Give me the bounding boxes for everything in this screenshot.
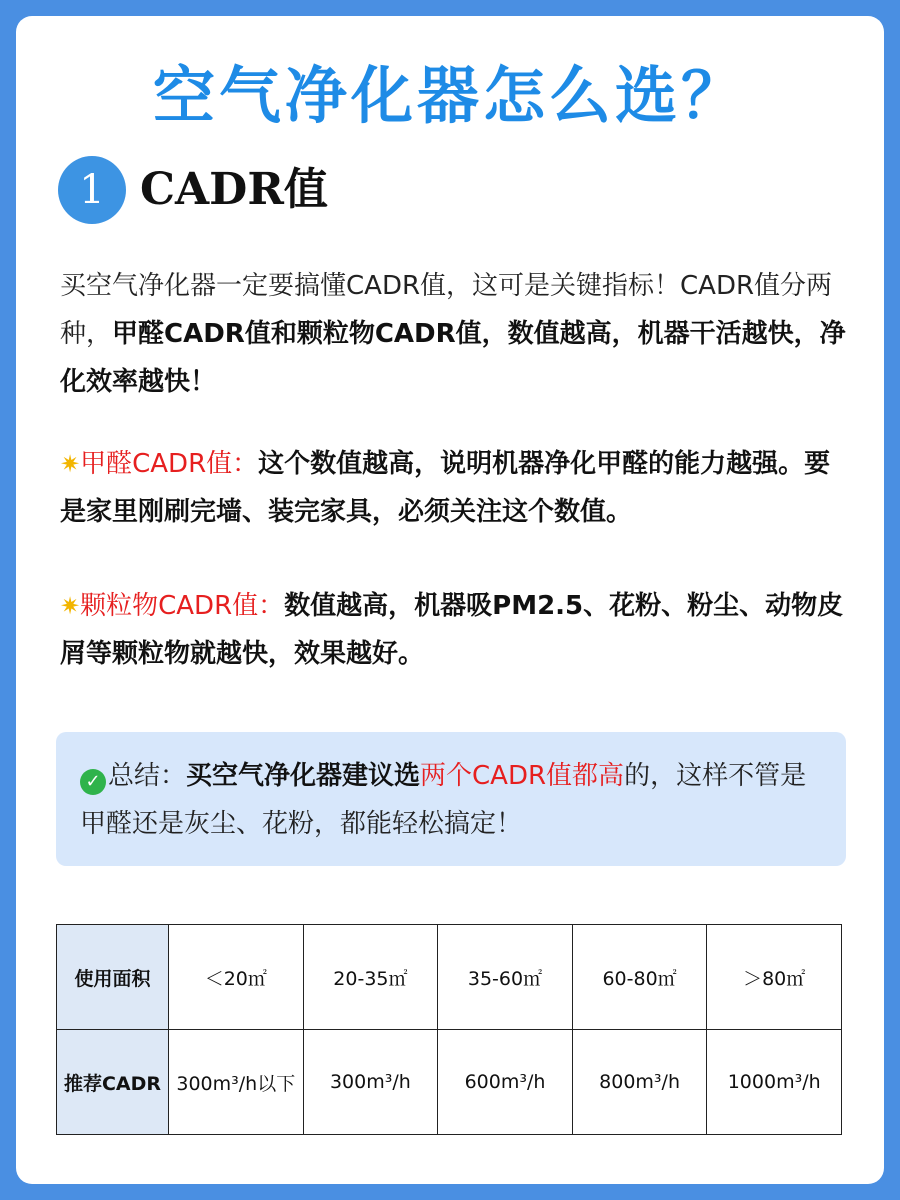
check-icon: ✓ <box>80 769 106 795</box>
table-cell: 300m³/h以下 <box>169 1030 304 1135</box>
table-cell: 20-35㎡ <box>303 925 438 1030</box>
table-cell: ＜20㎡ <box>169 925 304 1030</box>
summary-text-a: 买空气净化器建议选 <box>186 761 421 791</box>
page-title: 空气净化器怎么选？ <box>152 59 747 132</box>
formaldehyde-cadr-text: 这个数值越高，说明机器净化甲醛的能力越强。要是家里刚刷完墙、装完家具，必须关注这个数值。 <box>60 449 831 527</box>
intro-lead: 买空气净化器一定要搞懂CADR值，这可是关键指标！CADR值分两种， <box>60 271 833 349</box>
section-title: CADR值 <box>140 164 328 215</box>
summary-box <box>56 732 846 866</box>
summary-text <box>80 752 830 848</box>
section-number-badge: 1 <box>58 156 126 224</box>
table-cell: 1000m³/h <box>707 1030 842 1135</box>
formaldehyde-cadr-paragraph <box>60 440 850 536</box>
intro-emphasis: 甲醛CADR值和颗粒物CADR值，数值越高，机器干活越快，净化效率越快！ <box>60 319 846 397</box>
star-icon: ✷ <box>60 450 81 478</box>
table-cell: 60-80㎡ <box>572 925 707 1030</box>
formaldehyde-cadr-label: 甲醛CADR值： <box>80 449 259 479</box>
cadr-table <box>56 924 842 1135</box>
table-row <box>57 1030 842 1135</box>
content-card <box>16 16 884 1184</box>
summary-label: 总结： <box>108 761 187 791</box>
table-cell: 35-60㎡ <box>438 925 573 1030</box>
summary-text-b: 的，这样不管是甲醛还是灰尘、花粉，都能轻松搞定！ <box>80 761 807 839</box>
summary-highlight: 两个CADR值都高 <box>420 761 625 791</box>
table-cell: ＞80㎡ <box>707 925 842 1030</box>
cadr-header-cell: 推荐CADR <box>57 1030 169 1135</box>
table-cell: 600m³/h <box>438 1030 573 1135</box>
particle-cadr-text: 数值越高，机器吸PM2.5、花粉、粉尘、动物皮屑等颗粒物就越快，效果越好。 <box>60 591 844 669</box>
table-cell: 800m³/h <box>572 1030 707 1135</box>
intro-paragraph <box>60 262 850 406</box>
star-icon: ✷ <box>60 592 81 620</box>
particle-cadr-paragraph <box>60 582 850 678</box>
table-cell: 300m³/h <box>303 1030 438 1135</box>
particle-cadr-label: 颗粒物CADR值： <box>80 591 285 621</box>
table-row <box>57 925 842 1030</box>
area-header-cell: 使用面积 <box>57 925 169 1030</box>
